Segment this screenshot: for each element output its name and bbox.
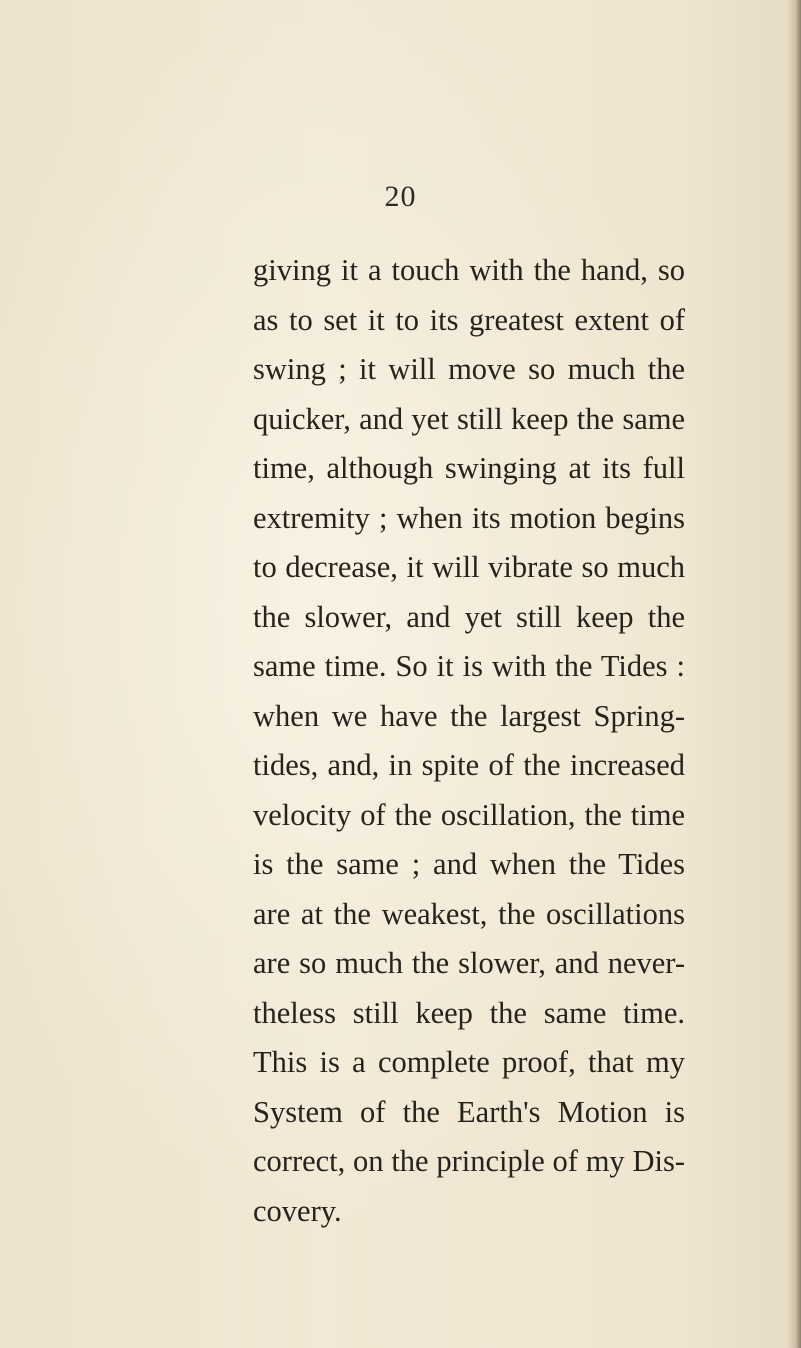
text-line: extremity ; when its motion begins [253,500,685,535]
text-line: giving it a touch with the hand, so [253,253,685,287]
page-number: 20 [384,180,417,213]
text-line: to decrease, it will vibrate so much [253,550,685,584]
text-line: velocity of the oscillation, the time [253,797,685,832]
body-paragraph [253,246,685,1236]
text-line: as to set it to its greatest extent of [253,302,685,337]
text-line: time, although swinging at its full [253,451,685,485]
text-line: same time. So it is with the Tides : [253,649,685,683]
text-line: correct, on the principle of my Dis- [253,1144,685,1178]
text-line: is the same ; and when the Tides [253,847,685,881]
page-edge-shadow [787,0,801,1348]
text-line: covery. [253,1193,342,1228]
text-line: This is a complete proof, that my [253,1045,685,1079]
text-line: System of the Earth's Motion is [253,1094,685,1129]
text-line: are at the weakest, the oscillations [253,896,685,931]
text-line: quicker, and yet still keep the same [253,401,685,436]
text-line: the slower, and yet still keep the [253,599,685,634]
text-line: swing ; it will move so much the [253,352,685,386]
text-line: when we have the largest Spring- [253,698,685,733]
text-line: tides, and, in spite of the increased [253,748,685,782]
text-line: are so much the slower, and never- [253,946,685,980]
text-line: theless still keep the same time. [253,995,685,1030]
